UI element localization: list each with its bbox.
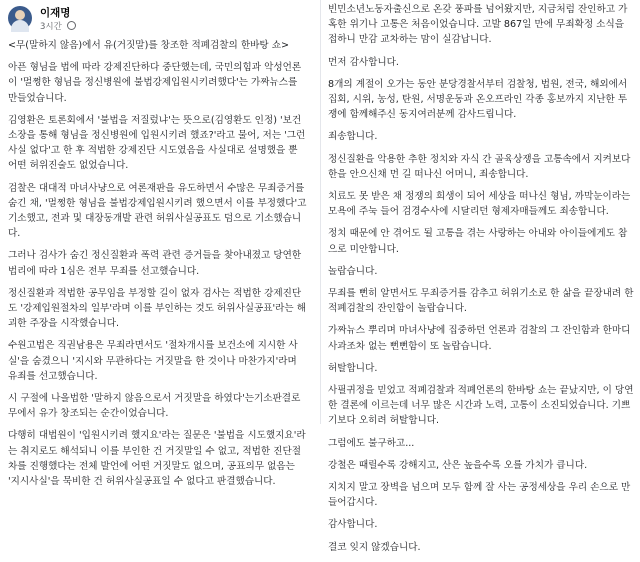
post-paragraph: 검찰은 대대적 마녀사냥으로 여론재판을 유도하면서 수많은 무죄증거를 숨긴 채, '멀쩡한 형님을 불법강제입원시키려 했으면서 이를 부정했다'고 기소했고, 전과 및 대장동개발 관련 허위사실공표도 덤으로 기소했습니다. [8,182,307,240]
post-header [8,4,308,36]
post-paragraph: 무죄를 뻔히 알면서도 무죄증거를 감추고 허위기소로 한 삶을 끝장내려 한 적폐검찰의 잔인함이 놀랍습니다. [328,288,634,315]
post-paragraph: 김영환은 토론회에서 '불법을 저질렀냐'는 뜻으로(김영환도 인정) '보건소장을 통해 형님을 정신병원에 입원시키려 했죠?'라고 물어, 저는 '그런 사실 없다'고 한 후 적법한 강제진단 시도였음을 사실대로 설명했을 뿐 어떤 허위진술도 없었습니다. [8,114,306,172]
post-body-left [8,38,308,496]
post-paragraph: 빈민소년노동자출신으로 온갖 풍파를 넘어왔지만, 지금처럼 잔인하고 가혹한 위기나 고통은 처음이었습니다. 고발 867일 만에 무죄확정 소식을 접하니 만감 교차하는 맘이 실감납니다. [328,4,628,46]
post-paragraph: 강철은 때릴수록 강해지고, 산은 높을수록 오를 가치가 큽니다. [328,459,588,471]
post-meta [40,20,76,32]
post-paragraph: 정치 때문에 안 겪어도 될 고통을 겪는 사랑하는 아내와 아이들에게도 참으로 미안합니다. [328,228,628,255]
post-body-right [328,2,636,562]
column-divider [320,0,321,424]
avatar[interactable] [8,6,32,30]
post-paragraph: 사필귀정을 믿었고 적폐검찰과 적폐언론의 한바탕 쇼는 끝났지만, 이 당연한 결론에 이르는데 너무 많은 시간과 노력, 고통이 소진되었습니다. 기쁘기보다 오히려 허탈합니다. [328,385,634,427]
author-name[interactable]: 이재명 [40,7,71,19]
post-paragraph: 가짜뉴스 뿌리며 마녀사냥에 집중하던 언론과 검찰의 그 잔인함과 한마디 사과조차 없는 뻔뻔함이 또 놀랍습니다. [328,325,631,352]
post-left-column [0,0,312,488]
post-paragraph: 수원고법은 직권남용은 무죄라면서도 '절차개시를 보건소에 지시한 사실'을 숨겼으니 '지시와 무관하다는 거짓말을 한 것이나 마찬가지'라며 유죄를 선고했습니다. [8,340,298,382]
post-paragraph: 그러나 검사가 숨긴 정신질환과 폭력 관련 증거들을 찾아내졌고 당연한 법리에 따라 1심은 전부 무죄를 선고했습니다. [8,250,302,277]
post-paragraph: 결코 잊지 않겠습니다. [328,541,421,553]
post-paragraph: 죄송합니다. [328,131,378,143]
post-paragraph: 시 구절에 나올법한 '말하지 않음으로서 거짓말을 하였다'는기소판결로 무에서 유가 창조되는 순간이었습니다. [8,393,301,420]
post-paragraph: 먼저 감사합니다. [328,56,399,68]
post-paragraph: <무(말하지 않음)에서 유(거짓말)를 창조한 적폐검찰의 한바탕 쇼> [8,40,290,51]
post-paragraph: 다행히 대법원이 '입원시키려 했지요'라는 질문은 '불법을 시도했지요'라는 취지로도 해석되니 이를 부인한 건 거짓말일 수 없고, 적법한 진단절차를 진행했다는 전체 발언에 어떤 거짓말도 없으며, 공표의무 없음는 '지시사실'을 묵비한 건 허위사실공표일 수 없다고 판결했습니다. [8,430,306,488]
post-right-column [328,0,640,553]
globe-icon [67,21,76,30]
post-paragraph: 감사합니다. [328,519,378,531]
post-paragraph: 정신질환과 적법한 공무임을 부정할 길이 없자 검사는 적법한 강제진단도 '강제입원절차의 일부'라며 이를 부인하는 것도 허위사실공표'라는 해괴한 주장을 시작했습니다. [8,287,307,330]
post-paragraph: 지치지 말고 장벽을 넘으며 모두 함께 잘 사는 공정세상을 우리 손으로 만들어갑시다. [328,482,631,509]
post-paragraph: 허탈합니다. [328,362,378,374]
post-time[interactable]: 3시간 [40,22,62,32]
post-paragraph: 아픈 형님을 법에 따라 강제진단하다 중단했는데, 국민의힘과 악성언론이 '멀쩡한 형님을 정신병원에 불법강제입원시키려했다'는 가짜뉴스를 만들었습니다. [8,62,302,104]
post-paragraph: 정신질환을 악용한 추한 정치와 자식 간 골육상쟁을 고통속에서 지켜보다 한을 안으신채 먼 길 떠나신 어머니, 죄송합니다. [328,153,631,180]
post-paragraph: 치료도 못 받은 채 정쟁의 희생이 되어 세상을 떠나신 형님, 까막눈이라는 모욕에 주눅 들어 검경수사에 시달리던 형제자매들께도 죄송합니다. [328,191,631,218]
post-paragraph: 놀랍습니다. [328,265,378,277]
post-paragraph: 그럼에도 불구하고... [328,437,415,449]
post-paragraph: 8개의 계절이 오가는 동안 분당경찰서부터 검찰청, 법원, 전국, 해외에서 집회, 시위, 농성, 탄원, 서명운동과 온오프라인 각종 홍보까지 지난한 투쟁에 함께해주신 동지여러분께 감사드립니다. [328,78,628,121]
